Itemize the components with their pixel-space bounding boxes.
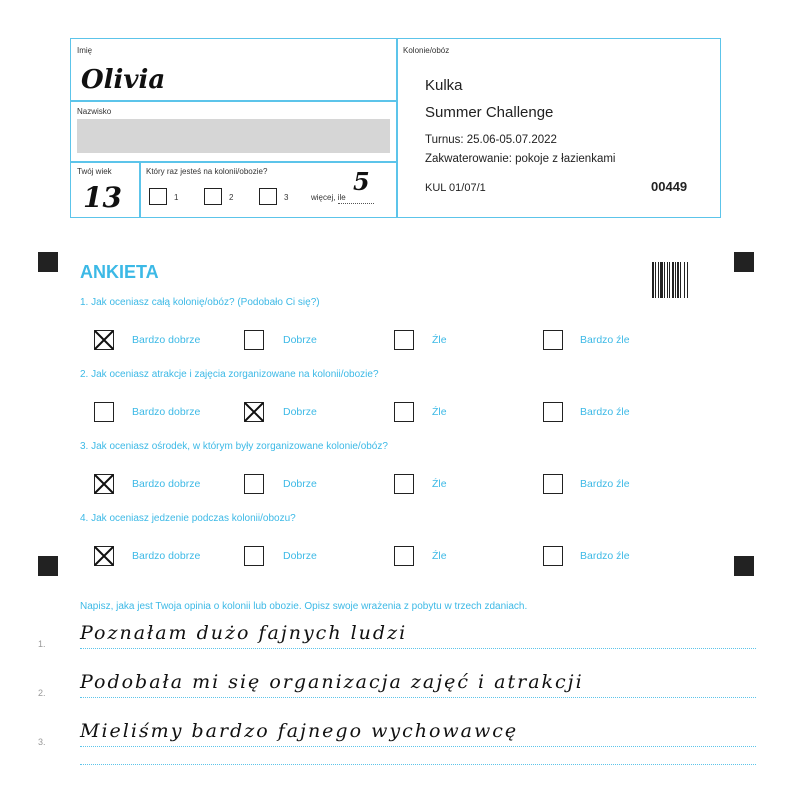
alignment-marker-bottom-left <box>38 556 58 576</box>
dotted-line-extra <box>80 764 756 765</box>
check-mark-icon <box>92 472 116 496</box>
wiecej-line <box>338 203 374 204</box>
question-1-option-label-4: Bardzo źle <box>580 334 630 346</box>
header-box <box>70 38 721 218</box>
question-1-checkbox-3[interactable] <box>394 330 414 350</box>
question-4-checkbox-2[interactable] <box>244 546 264 566</box>
question-3-option-label-4: Bardzo źle <box>580 478 630 490</box>
camp-name-line2: Summer Challenge <box>425 104 554 121</box>
answer-line-number-3: 3. <box>38 737 46 747</box>
question-4-checkbox-4[interactable] <box>543 546 563 566</box>
turnus: Turnus: 25.06-05.07.2022 <box>425 134 557 146</box>
ktory-raz-option-2: 2 <box>229 193 234 202</box>
imie-value: Olivia <box>81 65 166 95</box>
question-2-checkbox-4[interactable] <box>543 402 563 422</box>
question-1-option-label-1: Bardzo dobrze <box>132 334 201 346</box>
question-3-option-label-2: Dobrze <box>283 478 317 490</box>
question-4-option-label-2: Dobrze <box>283 550 317 562</box>
answer-dotted-line-1 <box>80 648 756 649</box>
question-4-option-label-3: Źle <box>432 550 447 562</box>
question-4-text: 4. Jak oceniasz jedzenie podczas kolonii/obozu? <box>80 513 296 524</box>
question-3-checkbox-1[interactable] <box>94 474 114 494</box>
question-3-checkbox-4[interactable] <box>543 474 563 494</box>
wiecej-value: 5 <box>353 167 370 196</box>
check-mark-icon <box>242 400 266 424</box>
ktory-raz-checkbox-1[interactable] <box>149 188 167 205</box>
answer-line-number-1: 1. <box>38 639 46 649</box>
question-3-option-label-1: Bardzo dobrze <box>132 478 201 490</box>
ktory-raz-checkbox-3[interactable] <box>259 188 277 205</box>
question-2-checkbox-2[interactable] <box>244 402 264 422</box>
question-1-checkbox-4[interactable] <box>543 330 563 350</box>
kolonia-label: Kolonie/obóz <box>403 46 450 55</box>
ktory-raz-label: Który raz jesteś na kolonii/obozie? <box>146 167 268 176</box>
question-1-option-label-3: Źle <box>432 334 447 346</box>
wiek-label: Twój wiek <box>77 167 112 176</box>
question-3-checkbox-2[interactable] <box>244 474 264 494</box>
question-3-option-label-3: Źle <box>432 478 447 490</box>
nazwisko-redacted <box>77 119 390 153</box>
answer-text-3: Mieliśmy bardzo fajnego wychowawcę <box>80 720 519 742</box>
check-mark-icon <box>92 328 116 352</box>
answer-text-1: Poznałam dużo fajnych ludzi <box>80 622 408 644</box>
alignment-marker-top-right <box>734 252 754 272</box>
answer-text-2: Podobała mi się organizacja zajęć i atrakcji <box>80 671 584 693</box>
question-2-option-label-2: Dobrze <box>283 406 317 418</box>
wiecej-label: więcej, ile <box>311 193 346 202</box>
zakwaterowanie: Zakwaterowanie: pokoje z łazienkami <box>425 153 616 165</box>
answer-dotted-line-3 <box>80 746 756 747</box>
question-4-checkbox-1[interactable] <box>94 546 114 566</box>
ktory-raz-checkbox-2[interactable] <box>204 188 222 205</box>
form-number: 00449 <box>651 179 688 194</box>
imie-label: Imię <box>77 46 93 55</box>
camp-code: KUL 01/07/1 <box>425 182 486 194</box>
question-3-checkbox-3[interactable] <box>394 474 414 494</box>
question-4-option-label-4: Bardzo źle <box>580 550 630 562</box>
question-1-option-label-2: Dobrze <box>283 334 317 346</box>
question-4-option-label-1: Bardzo dobrze <box>132 550 201 562</box>
question-1-checkbox-1[interactable] <box>94 330 114 350</box>
alignment-marker-bottom-right <box>734 556 754 576</box>
ktory-raz-option-1: 1 <box>174 193 179 202</box>
question-2-checkbox-3[interactable] <box>394 402 414 422</box>
question-4-checkbox-3[interactable] <box>394 546 414 566</box>
question-1-checkbox-2[interactable] <box>244 330 264 350</box>
answer-dotted-line-2 <box>80 697 756 698</box>
question-2-text: 2. Jak oceniasz atrakcje i zajęcia zorganizowane na kolonii/obozie? <box>80 369 379 380</box>
nazwisko-label: Nazwisko <box>77 107 112 116</box>
barcode <box>652 262 704 298</box>
question-2-option-label-3: Źle <box>432 406 447 418</box>
question-2-option-label-1: Bardzo dobrze <box>132 406 201 418</box>
question-3-text: 3. Jak oceniasz ośrodek, w którym były zorganizowane kolonie/obóz? <box>80 441 388 452</box>
wiek-value: 13 <box>83 181 122 214</box>
answer-line-number-2: 2. <box>38 688 46 698</box>
survey-title: ANKIETA <box>80 262 159 282</box>
opinion-prompt: Napisz, jaka jest Twoja opinia o kolonii lub obozie. Opisz swoje wrażenia z pobytu w trzech zdaniach. <box>80 601 528 612</box>
question-1-text: 1. Jak oceniasz całą kolonię/obóz? (Podobało Ci się?) <box>80 297 320 308</box>
question-2-checkbox-1[interactable] <box>94 402 114 422</box>
camp-name-line1: Kulka <box>425 77 463 94</box>
alignment-marker-top-left <box>38 252 58 272</box>
question-2-option-label-4: Bardzo źle <box>580 406 630 418</box>
check-mark-icon <box>92 544 116 568</box>
ktory-raz-option-3: 3 <box>284 193 289 202</box>
